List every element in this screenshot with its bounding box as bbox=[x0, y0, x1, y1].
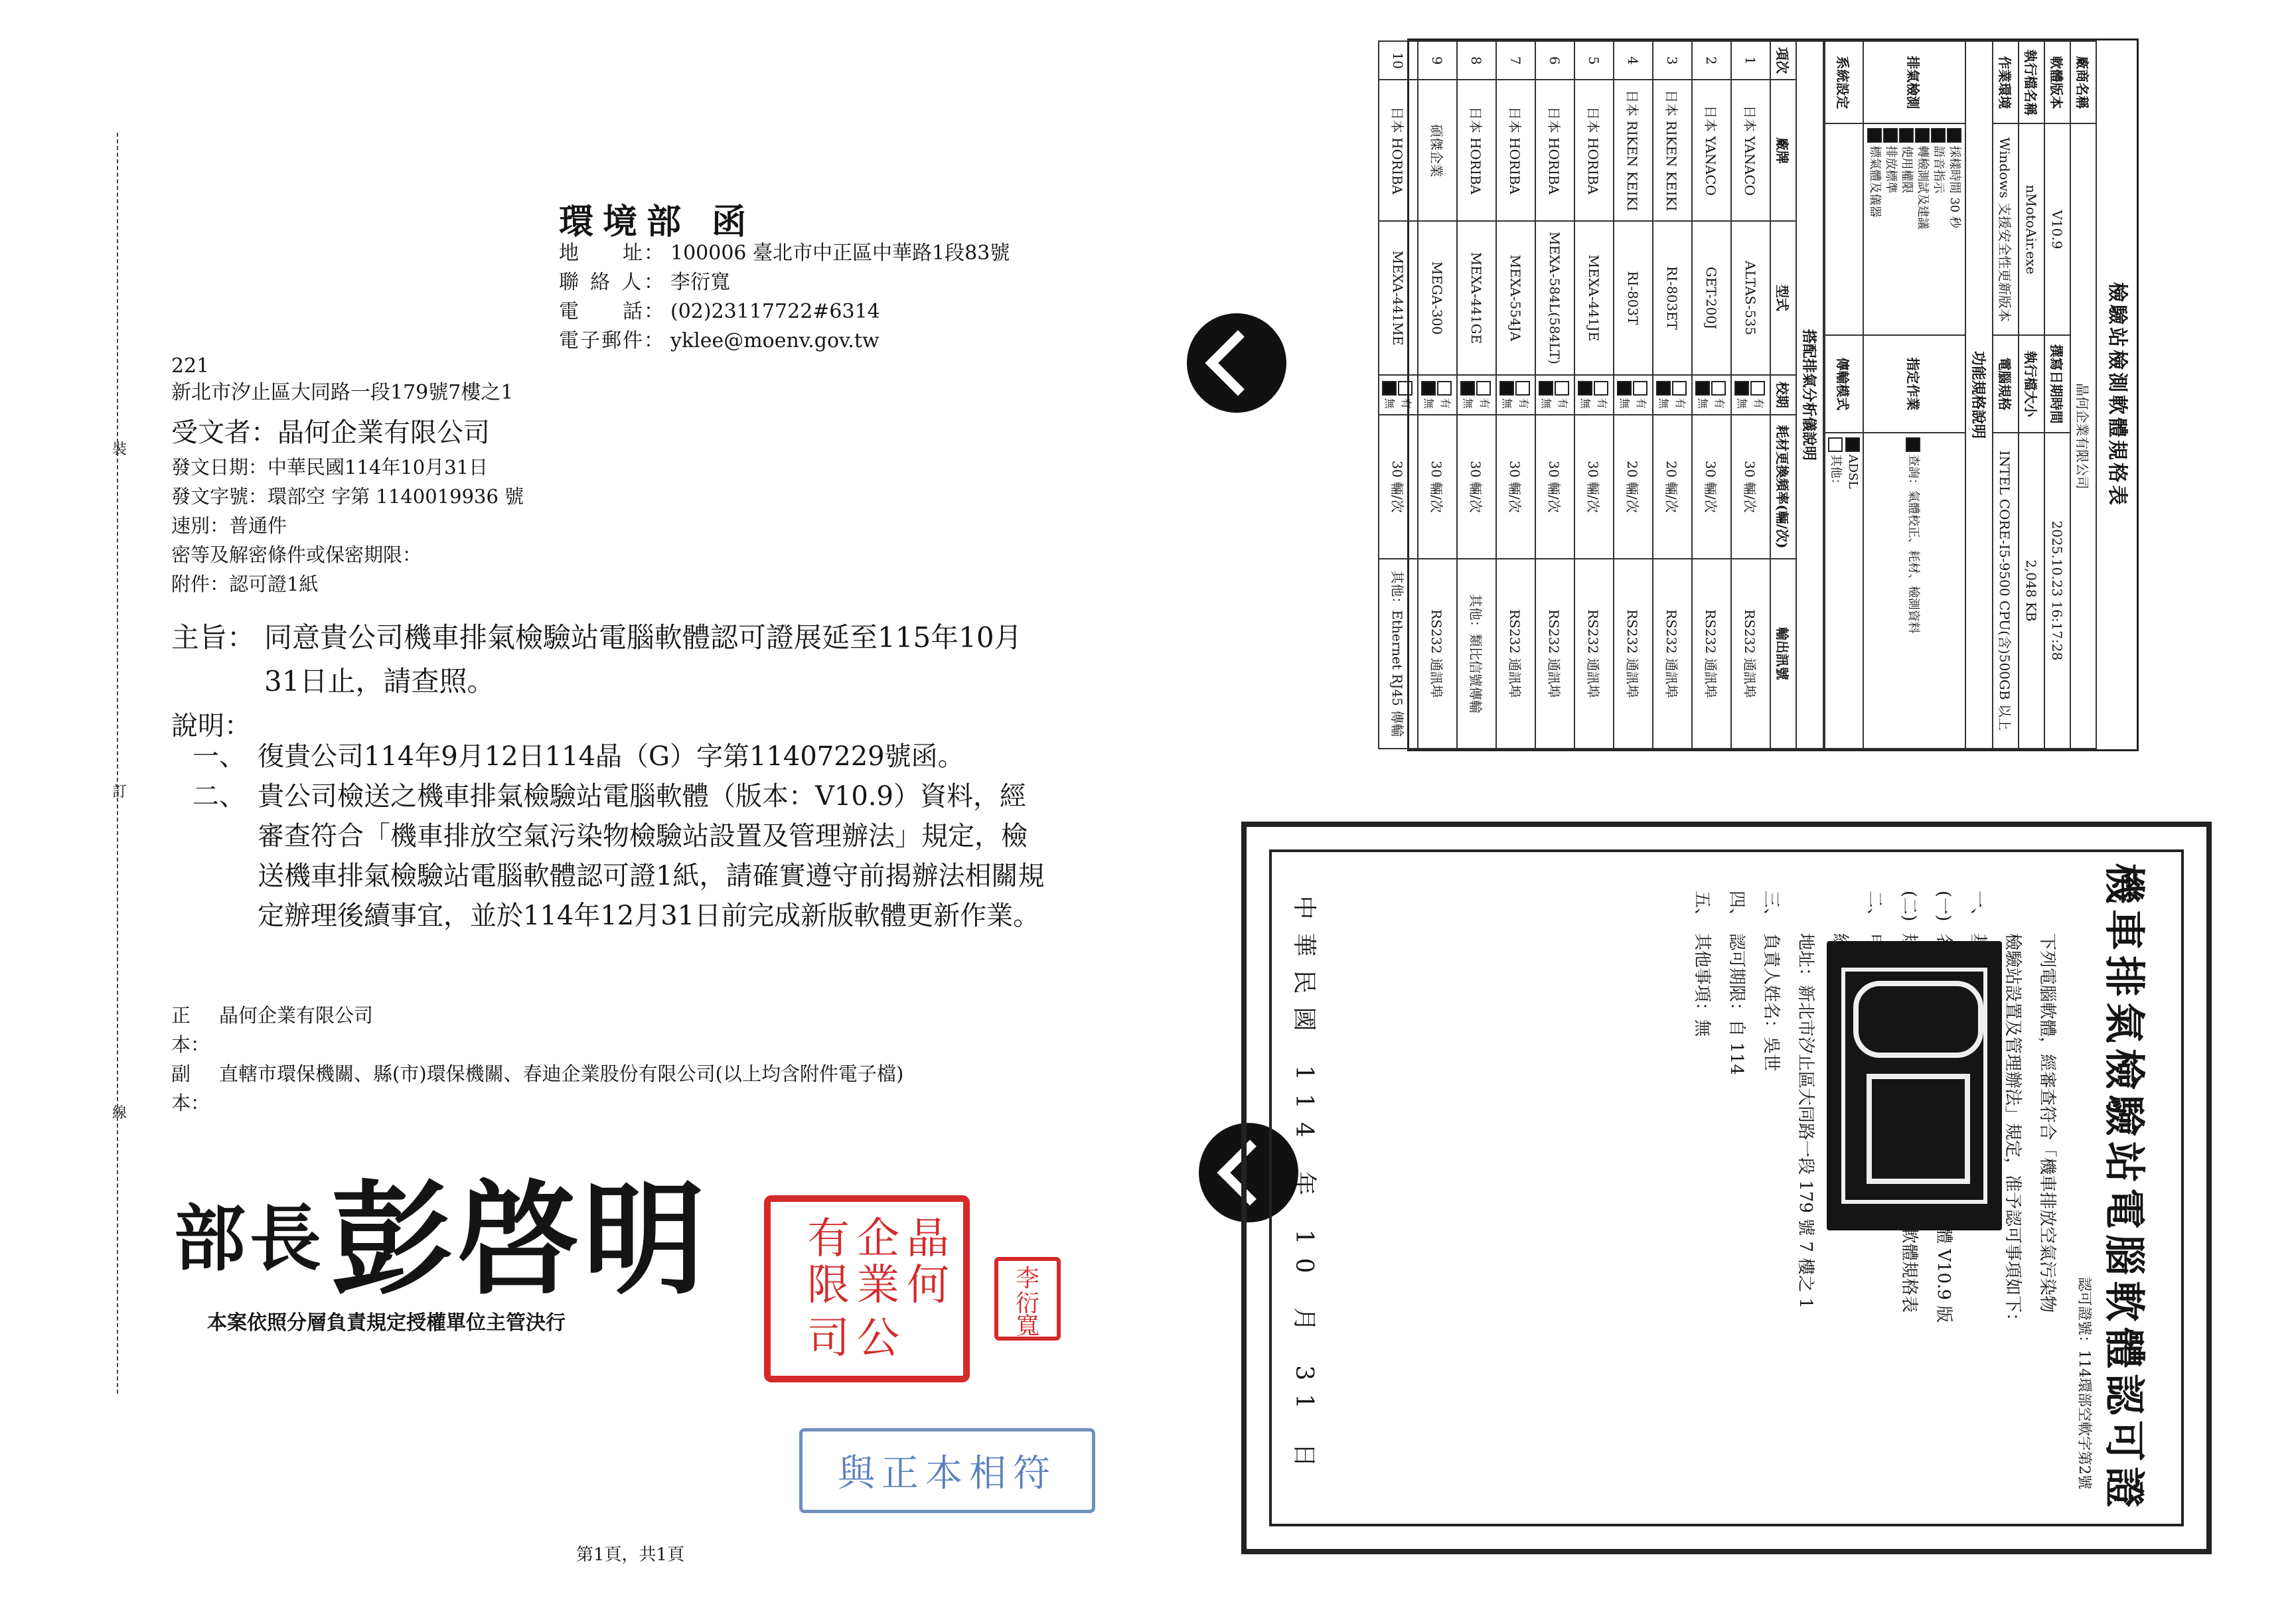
copy-stamp-text: 與正本相符 bbox=[838, 1452, 1057, 1495]
spec-key: 撰寫日期時間 bbox=[2044, 335, 2070, 432]
period-option bbox=[1438, 380, 1454, 411]
analyzer-model: RI-803ET bbox=[1653, 221, 1692, 374]
binding-mark: 訂 bbox=[112, 784, 127, 800]
distribution-row bbox=[171, 1059, 1041, 1118]
svg-text:何: 何 bbox=[907, 1261, 949, 1310]
analyzer-period bbox=[1496, 375, 1535, 415]
seal-glyph bbox=[1867, 1074, 1970, 1184]
analyzer-no: 6 bbox=[1535, 41, 1574, 80]
checkbox-checked-icon bbox=[1845, 437, 1860, 452]
spec-key: 執行檔名稱 bbox=[2019, 41, 2044, 123]
meta-attachment: 附件：認可證1紙 bbox=[171, 573, 319, 595]
software-spec-sheet bbox=[1383, 38, 2139, 751]
analyzer-model: MEXA-554JA bbox=[1496, 221, 1535, 374]
certificate-line-number: 一、 bbox=[1968, 891, 1988, 926]
header-value: (02)23117722#6314 bbox=[670, 300, 880, 323]
spec-row bbox=[2070, 41, 2096, 749]
checkbox-checked-icon bbox=[1947, 128, 1961, 143]
svg-text:李: 李 bbox=[1015, 1265, 1040, 1292]
checkbox-checked-icon bbox=[1617, 381, 1632, 396]
explanation-label: 說明： bbox=[171, 711, 251, 741]
checkbox-checked-icon bbox=[1460, 381, 1475, 396]
certificate-line-text: 其他事項：無 bbox=[1692, 933, 1712, 1037]
meta-speed: 速別：普通件 bbox=[171, 514, 287, 537]
checkbox-checked-icon bbox=[1931, 128, 1946, 143]
analyzer-freq: 30 輛/次 bbox=[1457, 415, 1496, 558]
analyzer-brand: 日本 YANACO bbox=[1731, 80, 1770, 221]
period-option bbox=[1695, 380, 1712, 411]
binding-mark: 裝 bbox=[112, 441, 127, 458]
letter-header bbox=[559, 239, 1010, 356]
analyzer-freq: 20 輛/次 bbox=[1653, 415, 1692, 558]
func-item-text: 標氣體及儀器 bbox=[1868, 145, 1882, 218]
analyzer-row bbox=[1731, 41, 1770, 749]
analyzer-header-row bbox=[1770, 41, 1796, 749]
recipient-address: 新北市汐止區大同路一段179號7樓之1 bbox=[171, 381, 514, 404]
svg-text:限: 限 bbox=[807, 1261, 850, 1310]
recipient: 受文者：晶何企業有限公司 bbox=[171, 417, 490, 448]
checkbox-checked-icon bbox=[1382, 381, 1397, 396]
checkbox-checked-icon bbox=[1915, 128, 1930, 143]
analyzer-no: 8 bbox=[1457, 41, 1496, 80]
period-option-text: 有 bbox=[1517, 398, 1530, 409]
func-item bbox=[1946, 128, 1962, 330]
period-option-text: 有 bbox=[1596, 398, 1608, 409]
analyzer-signal: RS232 通訊埠 bbox=[1496, 559, 1535, 749]
checkbox-checked-icon bbox=[1867, 128, 1882, 143]
letter-meta bbox=[171, 453, 524, 599]
period-option-text: 有 bbox=[1752, 398, 1765, 409]
period-option bbox=[1421, 380, 1438, 411]
certificate-title: 機車排氣檢驗站電腦軟體認可證 bbox=[2100, 862, 2149, 1513]
certificate bbox=[1241, 822, 2212, 1554]
certificate-date: 中華民國 114 年 10 月 31 日 bbox=[1290, 895, 1318, 1481]
header-row bbox=[559, 239, 1010, 268]
func-item-text: 轉檢測試及建議 bbox=[1916, 145, 1930, 230]
period-option-text: 有 bbox=[1439, 398, 1452, 409]
explanation-item bbox=[192, 737, 1049, 776]
analyzer-period bbox=[1535, 375, 1574, 415]
checkbox-empty-icon bbox=[1477, 381, 1492, 396]
meta-date: 發文日期：中華民國114年10月31日 bbox=[171, 456, 489, 478]
svg-text:業: 業 bbox=[857, 1261, 899, 1310]
signature-title: 部長 bbox=[174, 1197, 326, 1281]
header-key: 電 話： bbox=[559, 300, 664, 323]
analyzer-freq: 30 輛/次 bbox=[1574, 415, 1614, 558]
period-option-text: 有 bbox=[1478, 398, 1491, 409]
certificate-line-number bbox=[2030, 891, 2064, 933]
checkbox-empty-icon bbox=[1555, 381, 1570, 396]
trans-label: 傳輸模式 bbox=[1825, 335, 1863, 432]
period-option bbox=[1382, 380, 1399, 411]
spec-rotated-content bbox=[1383, 40, 2137, 749]
analyzer-row bbox=[1692, 41, 1731, 749]
checkbox-empty-icon bbox=[1634, 381, 1648, 396]
period-option bbox=[1499, 380, 1516, 411]
checkbox-checked-icon bbox=[1695, 381, 1710, 396]
period-option-text: 無 bbox=[1697, 398, 1710, 409]
spec-value: V10.9 bbox=[2044, 123, 2070, 335]
certificate-line-text: 認可期限：自 114 bbox=[1726, 933, 1746, 1075]
analyzer-model: MEXA-441GE bbox=[1457, 221, 1496, 374]
period-option bbox=[1399, 380, 1415, 411]
analyzer-model: ALTAS-535 bbox=[1731, 221, 1770, 374]
svg-text:司: 司 bbox=[807, 1314, 850, 1363]
period-option-text: 無 bbox=[1501, 398, 1514, 409]
period-option-text: 無 bbox=[1383, 398, 1397, 409]
period-option-text: 有 bbox=[1713, 398, 1726, 409]
meta-doc-number: 發文字號：環部空 字第 1140019936 號 bbox=[171, 485, 524, 508]
checkbox-checked-icon bbox=[1539, 381, 1553, 396]
analyzer-freq: 30 輛/次 bbox=[1535, 415, 1574, 558]
certificate-rotated-content bbox=[1247, 827, 2204, 1549]
distribution bbox=[171, 1001, 1041, 1118]
period-option-text: 無 bbox=[1618, 398, 1632, 409]
analyzer-freq: 30 輛/次 bbox=[1496, 415, 1535, 558]
trans-item-text: 其他： bbox=[1829, 454, 1843, 490]
certificate-line-number: 五、 bbox=[1692, 891, 1712, 926]
analyzer-period bbox=[1457, 375, 1496, 415]
certificate-line-text: 檢驗站設置及管理辦法」規定，准予認可事項如下： bbox=[2003, 933, 2023, 1331]
spec-value: INTEL CORE-I5-9500 CPU(含)500GB 以上 bbox=[1993, 433, 2019, 749]
func-item-text: 排放標準 bbox=[1884, 145, 1898, 194]
analyzer-row bbox=[1574, 41, 1614, 749]
spec-section-row bbox=[1965, 41, 1993, 749]
header-key: 電子郵件： bbox=[559, 329, 664, 352]
header-value: 100006 臺北市中正區中華路1段83號 bbox=[670, 242, 1010, 265]
certificate-line-text: 下列電腦軟體，經審查符合「機車排放空氣污染物 bbox=[2037, 933, 2057, 1313]
analyzer-no: 4 bbox=[1614, 41, 1653, 80]
period-option-text: 有 bbox=[1674, 398, 1687, 409]
period-option bbox=[1617, 380, 1634, 411]
spec-value: 晶何企業有限公司 bbox=[2070, 123, 2096, 749]
period-option-text: 有 bbox=[1557, 398, 1569, 409]
period-option-text: 有 bbox=[1400, 398, 1413, 409]
ministry-logo-icon bbox=[1187, 313, 1286, 413]
func-item-text: 採樣時間 30 秒 bbox=[1948, 145, 1961, 228]
seal-glyph bbox=[1853, 981, 1983, 1058]
checkbox-checked-icon bbox=[1499, 381, 1514, 396]
company-seal-icon bbox=[762, 1193, 972, 1384]
trans-item bbox=[1828, 437, 1845, 744]
certificate-line-number bbox=[1823, 891, 1857, 933]
analyzer-signal: RS232 通訊埠 bbox=[1731, 559, 1770, 749]
analyzer-brand: 日本 HORIBA bbox=[1535, 80, 1574, 221]
analyzer-no: 9 bbox=[1418, 41, 1457, 80]
func-item bbox=[1914, 128, 1930, 330]
certificate-line-number: 二、 bbox=[1865, 891, 1884, 926]
svg-text:衍: 衍 bbox=[1015, 1290, 1040, 1317]
function-title: 功能規格說明 bbox=[1965, 41, 1993, 749]
distribution-key: 副本： bbox=[171, 1062, 210, 1114]
analyzer-rows bbox=[1379, 41, 1770, 749]
certificate-line-text: 地址：新北市汐止區大同路一段 179 號 7 樓之 1 bbox=[1796, 933, 1815, 1309]
func-right-items bbox=[1863, 433, 1965, 749]
spec-key: 執行檔大小 bbox=[2019, 335, 2044, 432]
header-key: 聯 絡 人： bbox=[559, 271, 664, 294]
spec-value: 2025.10.23 16:17:28 bbox=[2044, 433, 2070, 749]
analyzer-period bbox=[1731, 375, 1770, 415]
certificate-line-text: 負責人姓名：吳世 bbox=[1761, 933, 1781, 1072]
spec-key: 作業環境 bbox=[1993, 41, 2019, 123]
binding-mark: 線 bbox=[112, 1105, 127, 1122]
spec-row bbox=[2044, 41, 2070, 749]
analyzer-signal: RS232 通訊埠 bbox=[1653, 559, 1692, 749]
item-text: 復貴公司114年9月12日114晶（G）字第11407229號函。 bbox=[258, 741, 964, 772]
analyzer-model: MEXA-441ME bbox=[1379, 221, 1418, 374]
analyzer-period bbox=[1418, 375, 1457, 415]
certificate-line-number bbox=[1995, 891, 2030, 933]
explanation-items bbox=[192, 737, 1049, 936]
analyzer-row bbox=[1535, 41, 1574, 749]
func-item-text: 使用權限 bbox=[1900, 145, 1914, 194]
analyzer-table bbox=[1378, 40, 1824, 749]
func-item bbox=[1882, 128, 1898, 330]
period-option bbox=[1734, 380, 1751, 411]
analyzer-freq: 30 輛/次 bbox=[1418, 415, 1457, 558]
analyzer-period bbox=[1653, 375, 1692, 415]
checkbox-empty-icon bbox=[1516, 381, 1531, 396]
analyzer-brand: 碩傑企業 bbox=[1418, 80, 1457, 221]
analyzer-header: 輸出訊號 bbox=[1770, 559, 1796, 749]
distribution-key: 正本： bbox=[171, 1004, 210, 1056]
period-option bbox=[1555, 380, 1572, 411]
analyzer-brand: 日本 RIKEN KEIKI bbox=[1614, 80, 1653, 221]
official-seal-icon bbox=[1827, 941, 2002, 1230]
certificate-line-number: (二) bbox=[1899, 891, 1919, 922]
personal-seal-icon bbox=[993, 1256, 1062, 1342]
subject-text: 同意貴公司機車排氣檢驗站電腦軟體認可證展延至115年10月31日止，請查照。 bbox=[264, 621, 1022, 697]
spec-table bbox=[1824, 40, 2097, 749]
analyzer-row bbox=[1496, 41, 1535, 749]
distribution-value: 晶何企業有限公司 bbox=[219, 1004, 374, 1027]
spec-key: 電腦規格 bbox=[1993, 335, 2019, 432]
spec-title: 檢驗站檢測軟體規格表 bbox=[2105, 282, 2129, 508]
analyzer-header: 校期 bbox=[1770, 375, 1796, 415]
svg-text:企: 企 bbox=[857, 1214, 899, 1264]
certificate-line bbox=[1685, 891, 1719, 1492]
period-option bbox=[1673, 380, 1689, 411]
func-item bbox=[1930, 128, 1946, 330]
analyzer-freq: 20 輛/次 bbox=[1614, 415, 1653, 558]
analyzer-signal: RS232 通訊埠 bbox=[1692, 559, 1731, 749]
analyzer-header: 耗材更換頻率(輛/次) bbox=[1770, 415, 1796, 558]
period-option-text: 無 bbox=[1462, 398, 1475, 409]
analyzer-freq: 30 輛/次 bbox=[1379, 415, 1418, 558]
analyzer-title: 搭配排氣分析儀說明 bbox=[1796, 41, 1823, 749]
analyzer-row bbox=[1418, 41, 1457, 749]
subject bbox=[171, 616, 1034, 703]
svg-text:公: 公 bbox=[857, 1314, 899, 1363]
spec-row bbox=[1993, 41, 2019, 749]
item-text: 貴公司檢送之機車排氣檢驗站電腦軟體（版本：V10.9）資料，經審查符合「機車排放空氣污染物檢驗站設置及管理辦法」規定，檢送機車排氣檢驗站電腦軟體認可證1紙，請確實遵守前揭辦法相關規定辦理後續事宜，並於114年12月31日前完成新版軟體更新作業。 bbox=[258, 781, 1045, 931]
distribution-value: 直轄市環保機關、縣(市)環保機關、春迪企業股份有限公司(以上均含附件電子檔) bbox=[219, 1062, 904, 1085]
analyzer-no: 3 bbox=[1653, 41, 1692, 80]
analyzer-no: 7 bbox=[1496, 41, 1535, 80]
analyzer-model: MEGA-300 bbox=[1418, 221, 1457, 374]
analyzer-header: 廠牌 bbox=[1770, 80, 1796, 221]
period-option bbox=[1460, 380, 1477, 411]
checkbox-empty-icon bbox=[1673, 381, 1687, 396]
analyzer-brand: 日本 HORIBA bbox=[1457, 80, 1496, 221]
analyzer-brand: 日本 HORIBA bbox=[1574, 80, 1614, 221]
svg-text:晶: 晶 bbox=[907, 1214, 949, 1264]
analyzer-no: 5 bbox=[1574, 41, 1614, 80]
analyzer-no: 10 bbox=[1379, 41, 1418, 80]
svg-text:有: 有 bbox=[807, 1214, 850, 1264]
analyzer-brand: 日本 RIKEN KEIKI bbox=[1653, 80, 1692, 221]
recipient-address-block bbox=[171, 353, 513, 406]
checkbox-checked-icon bbox=[1656, 381, 1671, 396]
checkbox-checked-icon bbox=[1899, 128, 1914, 143]
spec-row bbox=[1825, 41, 1863, 749]
analyzer-model: GET-200J bbox=[1692, 221, 1731, 374]
copy-stamp bbox=[799, 1428, 1095, 1513]
func-left-label: 排氣檢測 bbox=[1863, 41, 1965, 123]
analyzer-model: MEXA-584L(584LT) bbox=[1535, 221, 1574, 374]
meta-secrecy: 密等及解密條件或保密期限： bbox=[171, 544, 422, 566]
certificate-line bbox=[1788, 891, 1823, 1492]
func-item-text: 查詢：氣體校正、耗材、檢測資料 bbox=[1906, 454, 1920, 634]
func-item bbox=[1867, 128, 1882, 330]
recipient-zip: 221 bbox=[171, 354, 210, 378]
analyzer-signal: 其他：類比信號傳輸 bbox=[1457, 559, 1496, 749]
item-number: 一、 bbox=[192, 741, 246, 772]
analyzer-row bbox=[1653, 41, 1692, 749]
certificate-line bbox=[1719, 891, 1754, 1492]
page-number: 第1頁，共1頁 bbox=[576, 1545, 685, 1565]
svg-text:寬: 寬 bbox=[1015, 1313, 1040, 1340]
analyzer-model: RI-803T bbox=[1614, 221, 1653, 374]
analyzer-period bbox=[1614, 375, 1653, 415]
checkbox-checked-icon bbox=[1883, 128, 1898, 143]
analyzer-header: 項次 bbox=[1770, 41, 1796, 80]
period-option-text: 無 bbox=[1657, 398, 1671, 409]
analyzer-signal: RS232 通訊埠 bbox=[1574, 559, 1614, 749]
header-row bbox=[559, 297, 1010, 327]
analyzer-brand: 日本 YANACO bbox=[1692, 80, 1731, 221]
period-option-text: 無 bbox=[1736, 398, 1749, 409]
func-right-label: 指定作業 bbox=[1863, 335, 1965, 432]
period-option-text: 無 bbox=[1422, 398, 1436, 409]
sys-label: 系統設定 bbox=[1825, 41, 1863, 123]
certificate-line bbox=[1754, 891, 1788, 1492]
checkbox-empty-icon bbox=[1828, 437, 1843, 452]
analyzer-row bbox=[1457, 41, 1496, 749]
sys-value bbox=[1825, 123, 1863, 335]
spec-value: 2,048 KB bbox=[2019, 433, 2044, 749]
period-option bbox=[1634, 380, 1650, 411]
distribution-row bbox=[171, 1001, 1041, 1059]
binding-line bbox=[117, 133, 118, 1394]
item-number: 二、 bbox=[192, 781, 246, 812]
spec-key: 軟體版本 bbox=[2044, 41, 2070, 123]
spec-value: nMotoAir.exe bbox=[2019, 123, 2044, 335]
header-key: 地 址： bbox=[559, 242, 664, 265]
analyzer-signal: 其他：Ethernet RJ45 傳輸 bbox=[1379, 559, 1418, 749]
analyzer-period bbox=[1379, 375, 1418, 415]
header-row bbox=[559, 327, 1010, 356]
checkbox-empty-icon bbox=[1399, 381, 1413, 396]
func-item bbox=[1898, 128, 1914, 330]
spec-row bbox=[1863, 41, 1965, 749]
spec-row bbox=[2019, 41, 2044, 749]
period-option-text: 有 bbox=[1635, 398, 1647, 409]
period-option-text: 無 bbox=[1579, 398, 1592, 409]
subject-label: 主旨： bbox=[171, 621, 256, 654]
checkbox-empty-icon bbox=[1751, 381, 1766, 396]
period-option bbox=[1712, 380, 1728, 411]
analyzer-header: 型式 bbox=[1770, 221, 1796, 374]
analyzer-row bbox=[1379, 41, 1418, 749]
period-option bbox=[1594, 380, 1611, 411]
analyzer-freq: 30 輛/次 bbox=[1731, 415, 1770, 558]
explanation-item bbox=[192, 776, 1049, 936]
checkbox-empty-icon bbox=[1712, 381, 1726, 396]
analyzer-no: 1 bbox=[1731, 41, 1770, 80]
analyzer-row bbox=[1614, 41, 1653, 749]
analyzer-model: MEXA-441JE bbox=[1574, 221, 1614, 374]
authority-note: 本案依照分層負責規定授權單位主管決行 bbox=[207, 1311, 566, 1335]
certificate-number: 認可證號：114環部空軟字第2號 bbox=[2076, 1277, 2092, 1489]
period-option bbox=[1477, 380, 1493, 411]
checkbox-checked-icon bbox=[1421, 381, 1436, 396]
period-option bbox=[1656, 380, 1673, 411]
period-option bbox=[1751, 380, 1768, 411]
analyzer-freq: 30 輛/次 bbox=[1692, 415, 1731, 558]
checkbox-checked-icon bbox=[1906, 437, 1920, 452]
trans-item bbox=[1845, 437, 1860, 744]
analyzer-brand: 日本 HORIBA bbox=[1496, 80, 1535, 221]
letter-title: 環境部 函 bbox=[559, 202, 756, 242]
spec-value: Windows 支援安全性更新版本 bbox=[1993, 123, 2019, 335]
period-option bbox=[1539, 380, 1555, 411]
analyzer-signal: RS232 通訊埠 bbox=[1535, 559, 1574, 749]
checkbox-checked-icon bbox=[1734, 381, 1749, 396]
func-left-items bbox=[1863, 123, 1965, 335]
certificate-line-number bbox=[1788, 891, 1823, 933]
checkbox-checked-icon bbox=[1578, 381, 1592, 396]
certificate-line-number: (一) bbox=[1934, 891, 1953, 922]
analyzer-signal: RS232 通訊埠 bbox=[1614, 559, 1653, 749]
certificate-line-number: 三、 bbox=[1761, 891, 1781, 926]
analyzer-no: 2 bbox=[1692, 41, 1731, 80]
certificate-line-number: 四、 bbox=[1726, 891, 1746, 926]
header-row bbox=[559, 268, 1010, 297]
analyzer-period bbox=[1692, 375, 1731, 415]
spec-key: 廠商名稱 bbox=[2070, 41, 2096, 123]
header-value: yklee@moenv.gov.tw bbox=[670, 329, 880, 352]
certificate-line bbox=[2030, 891, 2064, 1492]
period-option-text: 無 bbox=[1540, 398, 1553, 409]
analyzer-brand: 日本 HORIBA bbox=[1379, 80, 1418, 221]
trans-items bbox=[1825, 433, 1863, 749]
analyzer-signal: RS232 通訊埠 bbox=[1418, 559, 1457, 749]
header-value: 李衍寬 bbox=[670, 271, 730, 294]
period-option bbox=[1578, 380, 1594, 411]
checkbox-empty-icon bbox=[1438, 381, 1452, 396]
func-item-text: 語音指示 bbox=[1932, 145, 1946, 194]
checkbox-empty-icon bbox=[1594, 381, 1609, 396]
trans-item-text: ADSL bbox=[1846, 454, 1860, 489]
period-option bbox=[1516, 380, 1533, 411]
analyzer-period bbox=[1574, 375, 1614, 415]
signature-name: 彭啓明 bbox=[331, 1168, 710, 1311]
analyzer-section-row bbox=[1796, 41, 1823, 749]
